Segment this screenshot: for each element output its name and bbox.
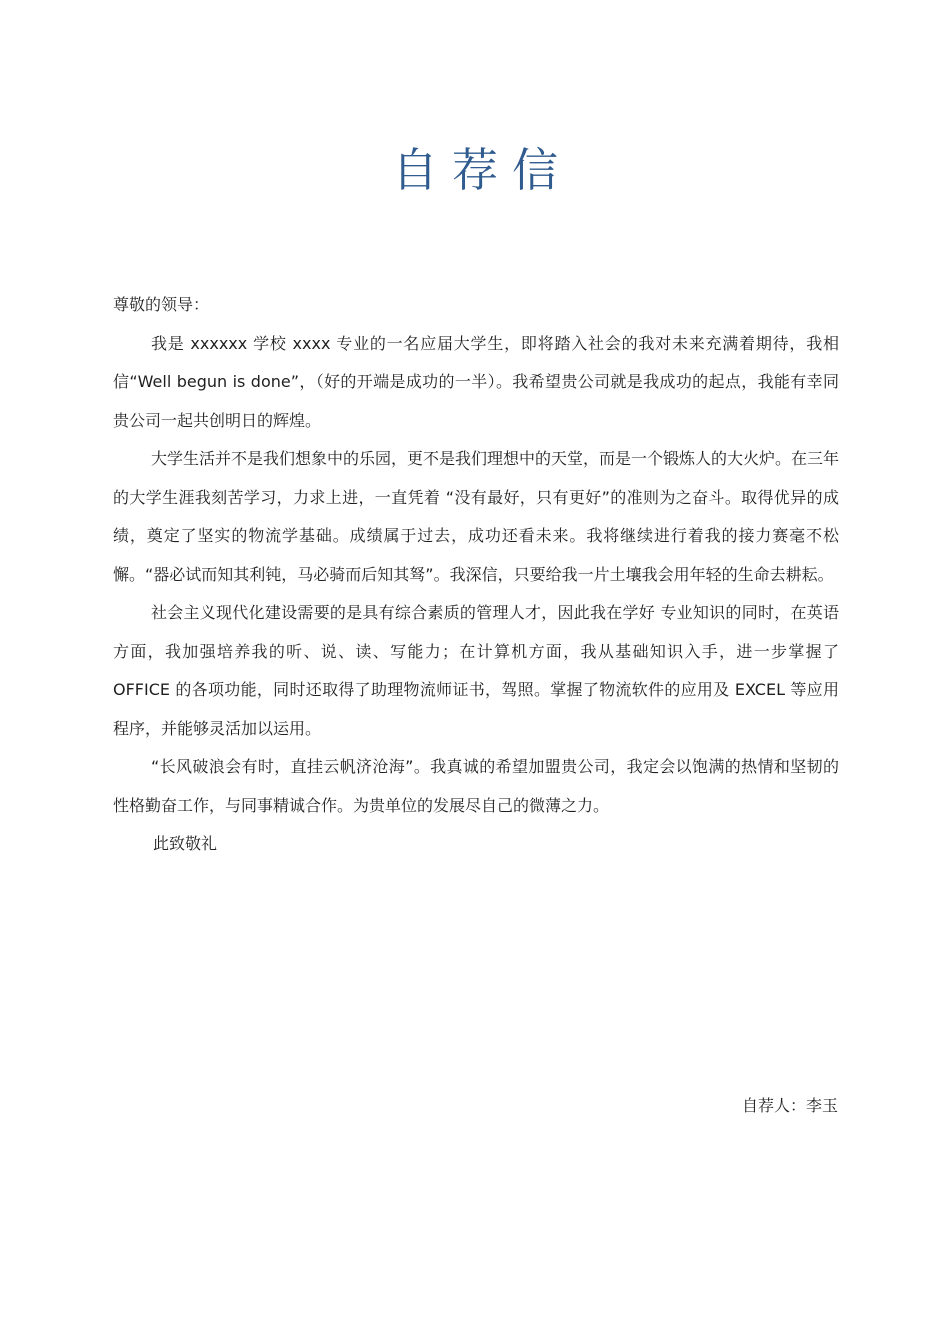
paragraph-university-life: 大学生活并不是我们想象中的乐园，更不是我们理想中的天堂，而是一个锻炼人的大火炉。在三年的大学生涯我刻苦学习，力求上进，一直凭着 “没有最好，只有更好”的准则为之奋斗。取得优异的成绩，奠定了坚实的物流学基础。成绩属于过去，成功还看未来。我将继续进行着我的接力赛毫不松懈。“器必试而知其利钝，马必骑而后知其驽”。我深信，只要给我一片土壤我会用年轻的生命去耕耘。 xyxy=(113,449,840,584)
paragraph-conclusion: “长风破浪会有时，直挂云帆济沧海”。我真诚的希望加盟贵公司，我定会以饱满的热情和坚韧的性格勤奋工作，与同事精诚合作。为贵单位的发展尽自己的微薄之力。 xyxy=(113,757,839,815)
paragraph-introduction: 我是 xxxxxx 学校 xxxx 专业的一名应届大学生，即将踏入社会的我对未来充满着期待，我相信“Well begun is done”，（好的开端是成功的一半）。我希望贵公司就是我成功的起点，我能有幸同贵公司一起共创明日的辉煌。 xyxy=(113,333,839,430)
letter-title: 自荐信 xyxy=(392,143,572,197)
paragraph-skills: 社会主义现代化建设需要的是具有综合素质的管理人才，因此我在学好 专业知识的同时，在英语方面，我加强培养我的听、说、读、写能力；在计算机方面，我从基础知识入手，进一步掌握了 OFFICE 的各项功能，同时还取得了助理物流师证书，驾照。掌握了物流软件的应用及 EXCEL 等应用程序，并能够灵活加以运用。 xyxy=(113,603,839,738)
signature: 自荐人：李玉 xyxy=(741,1096,838,1115)
letter-body xyxy=(113,286,839,864)
closing-remark: 此致敬礼 xyxy=(153,834,218,853)
salutation: 尊敬的领导： xyxy=(113,295,210,314)
